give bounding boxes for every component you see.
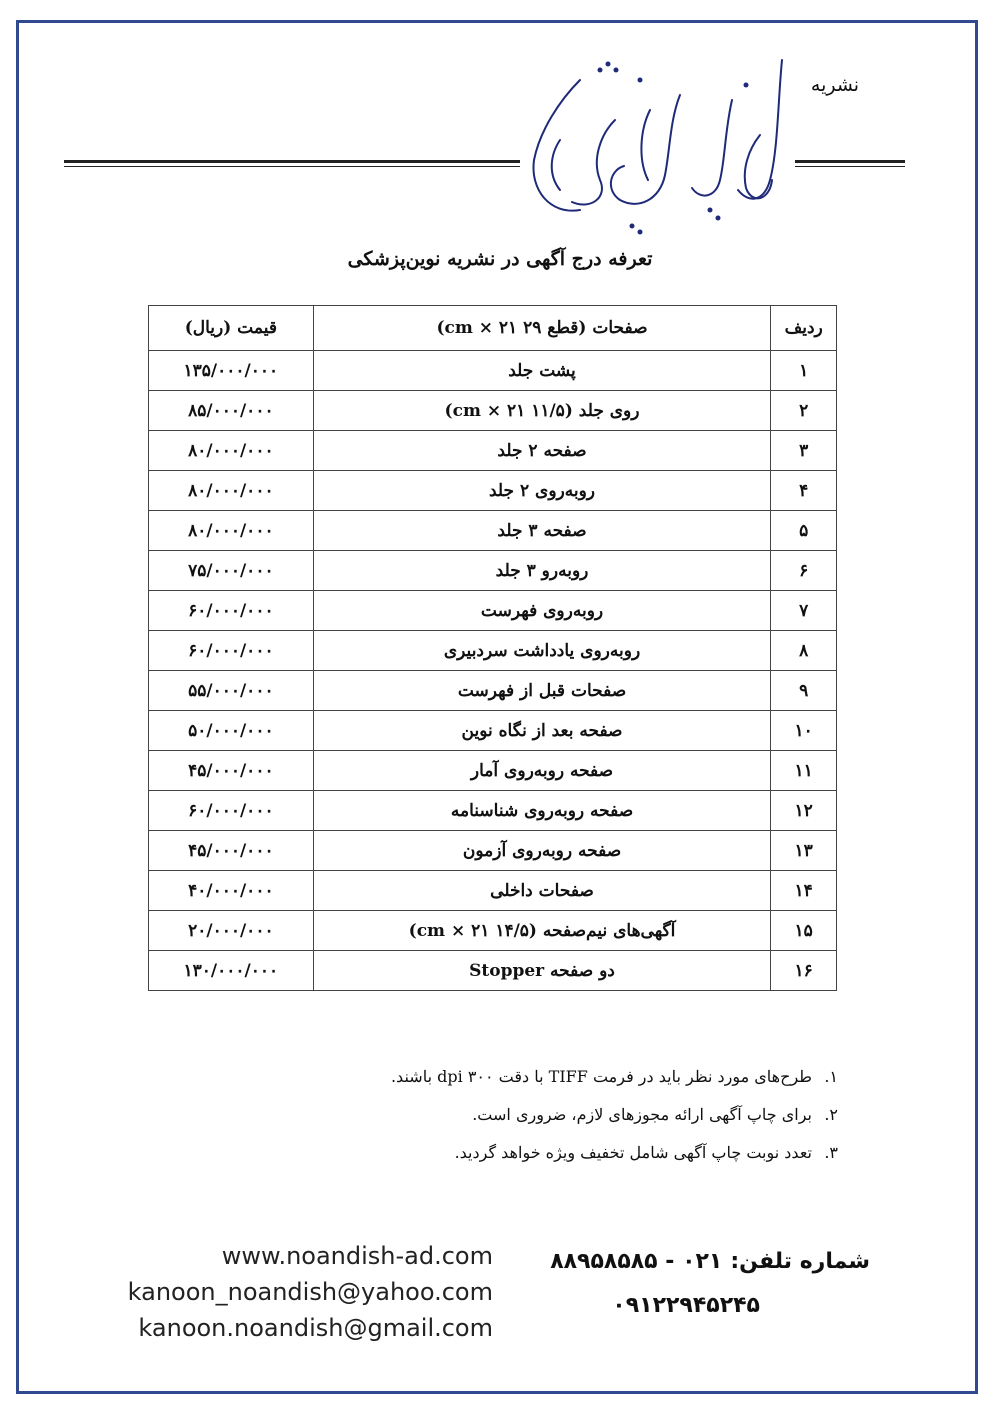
phone-label: شماره تلفن: — [730, 1249, 870, 1274]
row-number: ۴ — [771, 471, 837, 511]
table-row — [149, 631, 837, 671]
row-price: ۸۰/۰۰۰/۰۰۰ — [149, 471, 314, 511]
row-price: ۶۰/۰۰۰/۰۰۰ — [149, 591, 314, 631]
header-rule-left — [64, 160, 520, 167]
row-number: ۶ — [771, 551, 837, 591]
email-gmail-link[interactable]: kanoon.noandish@gmail.com — [138, 1314, 493, 1342]
note-item — [360, 1134, 838, 1172]
note-text: تعدد نوبت چاپ آگهی شامل تخفیف ویژه خواهد گردید. — [454, 1143, 812, 1162]
row-page: پشت جلد — [313, 351, 771, 391]
row-number: ۵ — [771, 511, 837, 551]
note-number: ۳. — [824, 1143, 838, 1162]
row-price: ۴۵/۰۰۰/۰۰۰ — [149, 831, 314, 871]
table-row — [149, 431, 837, 471]
row-price: ۸۵/۰۰۰/۰۰۰ — [149, 391, 314, 431]
table-row — [149, 591, 837, 631]
row-price: ۱۳۰/۰۰۰/۰۰۰ — [149, 951, 314, 991]
table-row — [149, 911, 837, 951]
row-page: روبه‌روی ۲ جلد — [313, 471, 771, 511]
table-row — [149, 551, 837, 591]
note-text: طرح‌های مورد نظر باید در فرمت TIFF با دقت ۳۰۰ dpi باشند. — [390, 1067, 812, 1086]
row-number: ۱ — [771, 351, 837, 391]
row-price: ۸۰/۰۰۰/۰۰۰ — [149, 431, 314, 471]
row-number: ۸ — [771, 631, 837, 671]
note-number: ۱. — [824, 1067, 838, 1086]
row-number: ۱۳ — [771, 831, 837, 871]
row-page: صفحات داخلی — [313, 871, 771, 911]
header-rule-right — [795, 160, 905, 167]
row-number: ۱۲ — [771, 791, 837, 831]
row-price: ۵۵/۰۰۰/۰۰۰ — [149, 671, 314, 711]
row-number: ۲ — [771, 391, 837, 431]
row-price: ۶۰/۰۰۰/۰۰۰ — [149, 631, 314, 671]
row-number: ۷ — [771, 591, 837, 631]
row-number: ۱۱ — [771, 751, 837, 791]
row-page: صفحه روبه‌روی آزمون — [313, 831, 771, 871]
table-row — [149, 791, 837, 831]
row-number: ۹ — [771, 671, 837, 711]
table-row — [149, 751, 837, 791]
row-page: روبه‌رو ۳ جلد — [313, 551, 771, 591]
row-price: ۷۵/۰۰۰/۰۰۰ — [149, 551, 314, 591]
table-row — [149, 671, 837, 711]
phone-mobile[interactable]: ۰۹۱۲۲۹۴۵۲۴۵ — [612, 1293, 760, 1318]
table-row — [149, 711, 837, 751]
row-page: دو صفحه Stopper — [313, 951, 771, 991]
row-page: صفحه روبه‌روی شناسنامه — [313, 791, 771, 831]
table-row — [149, 871, 837, 911]
row-price: ۸۰/۰۰۰/۰۰۰ — [149, 511, 314, 551]
row-price: ۶۰/۰۰۰/۰۰۰ — [149, 791, 314, 831]
notes-list — [360, 1058, 838, 1172]
row-number: ۱۶ — [771, 951, 837, 991]
row-number: ۱۵ — [771, 911, 837, 951]
row-page: صفحه ۳ جلد — [313, 511, 771, 551]
row-price: ۴۵/۰۰۰/۰۰۰ — [149, 751, 314, 791]
logo-calligraphy-icon — [520, 25, 795, 240]
contact-phone-block — [540, 1240, 870, 1328]
row-number: ۳ — [771, 431, 837, 471]
row-price: ۵۰/۰۰۰/۰۰۰ — [149, 711, 314, 751]
row-page: صفحات قبل از فهرست — [313, 671, 771, 711]
note-text: برای چاپ آگهی ارائه مجوزهای لازم، ضروری است. — [472, 1105, 812, 1124]
column-header-price: قیمت (ریال) — [149, 306, 314, 351]
table-row — [149, 831, 837, 871]
phone-landline[interactable]: ۰۲۱ - ۸۸۹۵۸۵۸۵ — [550, 1249, 723, 1274]
magazine-label: نشریه — [810, 74, 860, 96]
row-page: روی جلد (۱۱/۵ cm × ۲۱) — [313, 391, 771, 431]
magazine-logo — [520, 25, 795, 240]
row-price: ۱۳۵/۰۰۰/۰۰۰ — [149, 351, 314, 391]
row-price: ۲۰/۰۰۰/۰۰۰ — [149, 911, 314, 951]
note-item — [360, 1058, 838, 1096]
column-header-row-number: ردیف — [771, 306, 837, 351]
rates-table — [148, 305, 837, 991]
row-page: صفحه ۲ جلد — [313, 431, 771, 471]
contact-web-block — [110, 1238, 493, 1346]
row-number: ۱۴ — [771, 871, 837, 911]
row-page: روبه‌روی فهرست — [313, 591, 771, 631]
table-row — [149, 391, 837, 431]
row-price: ۴۰/۰۰۰/۰۰۰ — [149, 871, 314, 911]
row-page: آگهی‌های نیم‌صفحه (۱۴/۵ cm × ۲۱) — [313, 911, 771, 951]
table-row — [149, 951, 837, 991]
note-item — [360, 1096, 838, 1134]
table-row — [149, 471, 837, 511]
row-page: روبه‌روی یادداشت سردبیری — [313, 631, 771, 671]
table-row — [149, 351, 837, 391]
note-number: ۲. — [824, 1105, 838, 1124]
row-page: صفحه بعد از نگاه نوین — [313, 711, 771, 751]
table-row — [149, 511, 837, 551]
email-yahoo-link[interactable]: kanoon_noandish@yahoo.com — [127, 1278, 493, 1306]
row-page: صفحه روبه‌روی آمار — [313, 751, 771, 791]
website-link[interactable]: www.noandish-ad.com — [221, 1242, 493, 1270]
page-title: تعرفه درج آگهی در نشریه نوین‌پزشکی — [347, 248, 653, 270]
table-header-row — [149, 306, 837, 351]
column-header-pages: صفحات (قطع ۲۹ cm × ۲۱) — [313, 306, 771, 351]
logo-text: نوین پزشکی — [520, 25, 604, 44]
row-number: ۱۰ — [771, 711, 837, 751]
